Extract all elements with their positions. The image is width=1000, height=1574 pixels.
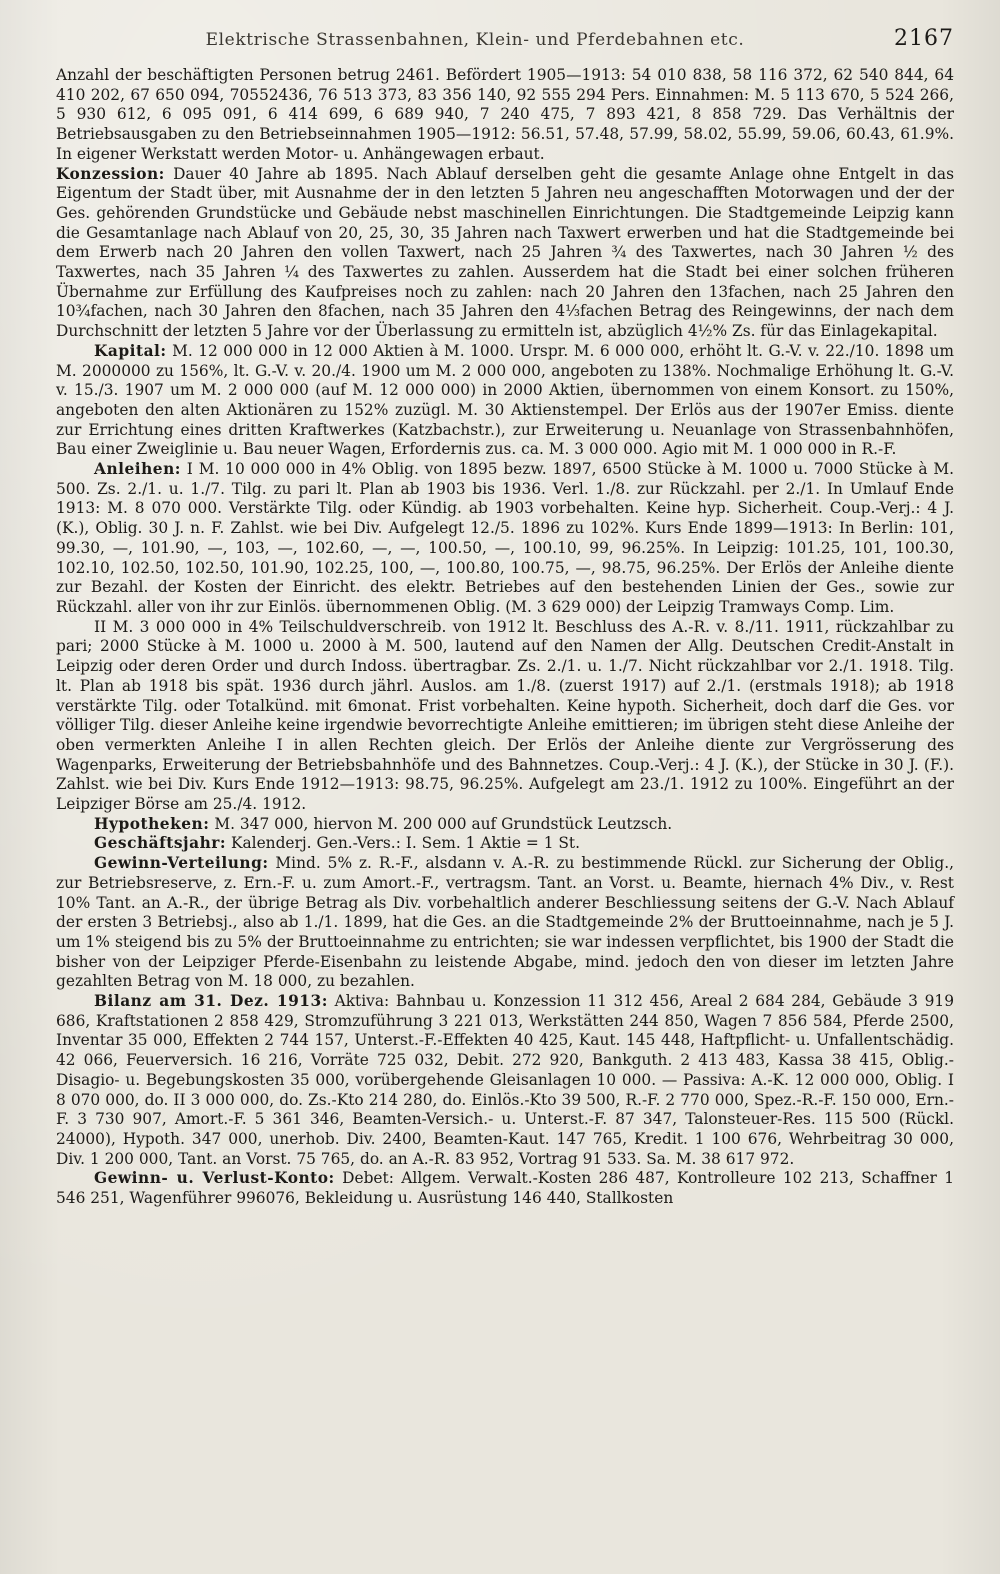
paragraph-text: Kalenderj. Gen.-Vers.: I. Sem. 1 Aktie = 1 St. [230, 834, 580, 853]
paragraph-text: Dauer 40 Jahre ab 1895. Nach Ablauf derselben geht die gesamte Anlage ohne Entgelt in das Eigentum der Stadt über, mit Ausnahme der in den letzten 5 Jahren neu angeschafften Motorwagen und der der Ges. gehörenden Grundstücke und Gebäude nebst maschinellen Einrichtungen. Die Stadtgemeinde Leipzig kann die Gesamtanlage nach Ablauf von 20, 25, 30, 35 Jahren nach Taxwert erwerben und hat die Stadtgemeinde bei dem Erwerb nach 20 Jahren den vollen Taxwert, nach 25 Jahren ¾ des Taxwertes, nach 30 Jahren ½ des Taxwertes, nach 35 Jahren ¼ des Taxwertes zu zahlen. Ausserdem hat die Stadt bei einer solchen früheren Übernahme zur Erfüllung des Kaufpreises noch zu zahlen: nach 20 Jahren den 13fachen, nach 25 Jahren den 10¾fachen, nach 30 Jahren den 8fachen, nach 35 Jahren den 4⅓fachen Betrag des Reingewinns, der nach dem Durchschnitt der letzten 5 Jahre vor der Überlassung zu ermitteln ist, abzüglich 4½% Zs. für das Einlagekapital. [56, 164, 954, 341]
section-heading-geschaeftsjahr: Geschäftsjahr: [94, 834, 227, 853]
paragraph-text: Debet: Allgem. Verwalt.-Kosten 286 487, Kontrolleure 102 213, Schaffner 1 546 251, Wagenführer 996076, Bekleidung u. Ausrüstung 146 440, Stallkosten [56, 1169, 954, 1208]
paragraph-personen [56, 66, 954, 165]
paragraph-kapital [56, 342, 954, 460]
section-heading-hypotheken: Hypotheken: [94, 814, 210, 833]
paragraph-gewinn-verlust [56, 1169, 954, 1208]
paragraph-text: Mind. 5% z. R.-F., alsdann v. A.-R. zu bestimmende Rückl. zur Sicherung der Oblig., zur Betriebsreserve, z. Ern.-F. u. zum Amort.-F., vertragsm. Tant. an Vorst. u. Beamte, hiernach 4% Div., v. Rest 10% Tant. an A.-R., der übrige Betrag als Div. vorbehaltlich anderer Beschliessung seitens der G.-V. Nach Ablauf der ersten 3 Betriebsj., also ab 1./1. 1899, hat die Ges. an die Stadtgemeinde 2% der Bruttoeinnahme, nach je 5 J. um 1% steigend bis zu 5% der Bruttoeinnahme zu entrichten; sie war indessen verpflichtet, bis 1900 der Stadt die bisher von der Leipziger Pferde-Eisenbahn zu leistende Abgabe, mind. jedoch den von dieser im letzten Jahre gezahlten Betrag von M. 18 000, zu bezahlen. [56, 854, 954, 991]
paragraph-anleihen [56, 460, 954, 618]
paragraph-konzession [56, 165, 954, 342]
paragraph-hypotheken [56, 815, 954, 835]
running-title: Elektrische Strassenbahnen, Klein- und Pferdebahnen etc. [205, 30, 745, 50]
paragraph-text: Anzahl der beschäftigten Personen betrug 2461. Befördert 1905—1913: 54 010 838, 58 116 372, 62 540 844, 64 410 202, 67 650 094, 70552436, 76 513 373, 83 356 140, 92 555 294 Pers. Einnahmen: M. 5 113 670, 5 524 266, 5 930 612, 6 095 091, 6 414 699, 6 689 940, 7 240 475, 7 893 421, 8 858 729. Das Verhältnis der Betriebsausgaben zu den Betriebseinnahmen 1905—1912: 56.51, 57.48, 57.99, 58.02, 55.99, 59.06, 60.43, 61.9%. In eigener Werkstatt werden Motor- u. Anhängewagen erbaut. [56, 66, 954, 163]
paragraph-anleihe-ii [56, 618, 954, 815]
paragraph-gewinn-verteilung [56, 854, 954, 992]
section-heading-kapital: Kapital: [94, 341, 167, 360]
paragraph-text: M. 12 000 000 in 12 000 Aktien à M. 1000. Urspr. M. 6 000 000, erhöht lt. G.-V. v. 22./10. 1898 um M. 2000000 zu 156%, lt. G.-V. v. 20./4. 1900 um M. 2 000 000, angeboten zu 138%. Nochmalige Erhöhung lt. G.-V. v. 15./3. 1907 um M. 2 000 000 (auf M. 12 000 000) in 2000 Aktien, übernommen von einem Konsort. zu 150%, angeboten den alten Aktionären zu 152% zuzügl. M. 30 Aktienstempel. Der Erlös aus der 1907er Emiss. diente zur Errichtung eines dritten Kraftwerkes (Katzbachstr.), zur Erweiterung u. Neuanlage von Strassenbahnhöfen, Bau einer Zweiglinie u. Bau neuer Wagen, Erfordernis zus. ca. M. 3 000 000. Agio mit M. 1 000 000 in R.-F. [56, 341, 954, 459]
paragraph-text: Aktiva: Bahnbau u. Konzession 11 312 456, Areal 2 684 284, Gebäude 3 919 686, Kraftstationen 2 858 429, Stromzuführung 3 221 013, Werkstätten 244 850, Wagen 7 856 584, Pferde 2500, Inventar 35 000, Effekten 2 744 157, Unterst.-F.-Effekten 40 425, Kaut. 145 448, Haftpflicht- u. Unfallentschädig. 42 066, Feuerversich. 16 216, Vorräte 725 032, Debit. 272 920, Bankguth. 2 413 483, Kassa 38 415, Oblig.-Disagio- u. Begebungskosten 35 000, vorübergehende Gleisanlagen 10 000. — Passiva: A.-K. 12 000 000, Oblig. I 8 070 000, do. II 3 000 000, do. Zs.-Kto 214 280, do. Einlös.-Kto 39 500, R.-F. 2 770 000, Spez.-R.-F. 150 000, Ern.-F. 3 730 907, Amort.-F. 5 361 346, Beamten-Versich.- u. Unterst.-F. 87 347, Talonsteuer-Res. 115 500 (Rückl. 24000), Hypoth. 347 000, unerhob. Div. 2400, Beamten-Kaut. 147 765, Kredit. 1 100 676, Wehrbeitrag 30 000, Div. 1 200 000, Tant. an Vorst. 75 765, do. an A.-R. 83 952, Vortrag 91 533. Sa. M. 38 617 972. [56, 992, 955, 1168]
paragraph-text: M. 347 000, hiervon M. 200 000 auf Grundstück Leutzsch. [214, 814, 673, 833]
paragraph-text: I M. 10 000 000 in 4% Oblig. von 1895 bezw. 1897, 6500 Stücke à M. 1000 u. 7000 Stücke à M. 500. Zs. 2./1. u. 1./7. Tilg. zu pari lt. Plan ab 1903 bis 1936. Verl. 1./8. zur Rückzahl. per 2./1. In Umlauf Ende 1913: M. 8 070 000. Verstärkte Tilg. oder Kündig. ab 1903 vorbehalten. Keine hyp. Sicherheit. Coup.-Verj.: 4 J. (K.), Oblig. 30 J. n. F. Zahlst. wie bei Div. Aufgelegt 12./5. 1896 zu 102%. Kurs Ende 1899—1913: In Berlin: 101, 99.30, —, 101.90, —, 103, —, 102.60, —, —, 100.50, —, 100.10, 99, 96.25%. In Leipzig: 101.25, 101, 100.30, 102.10, 102.50, 102.50, 101.90, 102.25, 100, —, 100.80, 100.75, —, 98.75, 96.25%. Der Erlös der Anleihe diente zur Bezahl. der Kosten der Einricht. des elektr. Betriebes auf den bestehenden Linien der Ges., sowie zur Rückzahl. aller von ihr zur Einlös. übernommenen Oblig. (M. 3 629 000) der Leipzig Tramways Comp. Lim. [56, 460, 954, 616]
section-heading-konzession: Konzession: [56, 164, 165, 183]
paragraph-geschaeftsjahr [56, 834, 954, 854]
paragraph-text: II M. 3 000 000 in 4% Teilschuldverschreib. von 1912 lt. Beschluss des A.-R. v. 8./11. 1911, rückzahlbar zu pari; 2000 Stücke à M. 1000 u. 2000 à M. 500, lautend auf den Namen der Allg. Deutschen Credit-Anstalt in Leipzig oder deren Order und durch Indoss. übertragbar. Zs. 2./1. u. 1./7. Nicht rückzahlbar vor 2./1. 1918. Tilg. lt. Plan ab 1918 bis spät. 1936 durch jährl. Auslos. am 1./8. (zuerst 1917) auf 2./1. (erstmals 1918); ab 1918 verstärkte Tilg. oder Totalkünd. mit 6monat. Frist vorbehalten. Keine hypoth. Sicherheit, doch darf die Ges. vor völliger Tilg. dieser Anleihe keine irgendwie bevorrechtigte Anleihe emittieren; im übrigen steht diese Anleihe der oben vermerkten Anleihe I in allen Rechten gleich. Der Erlös der Anleihe diente zur Vergrösserung des Wagenparks, Erweiterung der Betriebsbahnhöfe und des Bahnnetzes. Coup.-Verj.: 4 J. (K.), der Stücke in 30 J. (F.). Zahlst. wie bei Div. Kurs Ende 1912—1913: 98.75, 96.25%. Aufgelegt am 23./1. 1912 zu 100%. Eingeführt an der Leipziger Börse am 25./4. 1912. [56, 617, 954, 814]
page-header [56, 26, 954, 66]
section-heading-anleihen: Anleihen: [94, 460, 181, 479]
section-heading-gewinn-verteilung: Gewinn-Verteilung: [94, 854, 269, 873]
section-heading-bilanz: Bilanz am 31. Dez. 1913: [94, 992, 328, 1011]
page-number: 2167 [894, 26, 954, 51]
page-body [56, 66, 954, 1209]
paragraph-bilanz [56, 992, 954, 1169]
section-heading-gewinn-verlust: Gewinn- u. Verlust-Konto: [94, 1169, 335, 1188]
